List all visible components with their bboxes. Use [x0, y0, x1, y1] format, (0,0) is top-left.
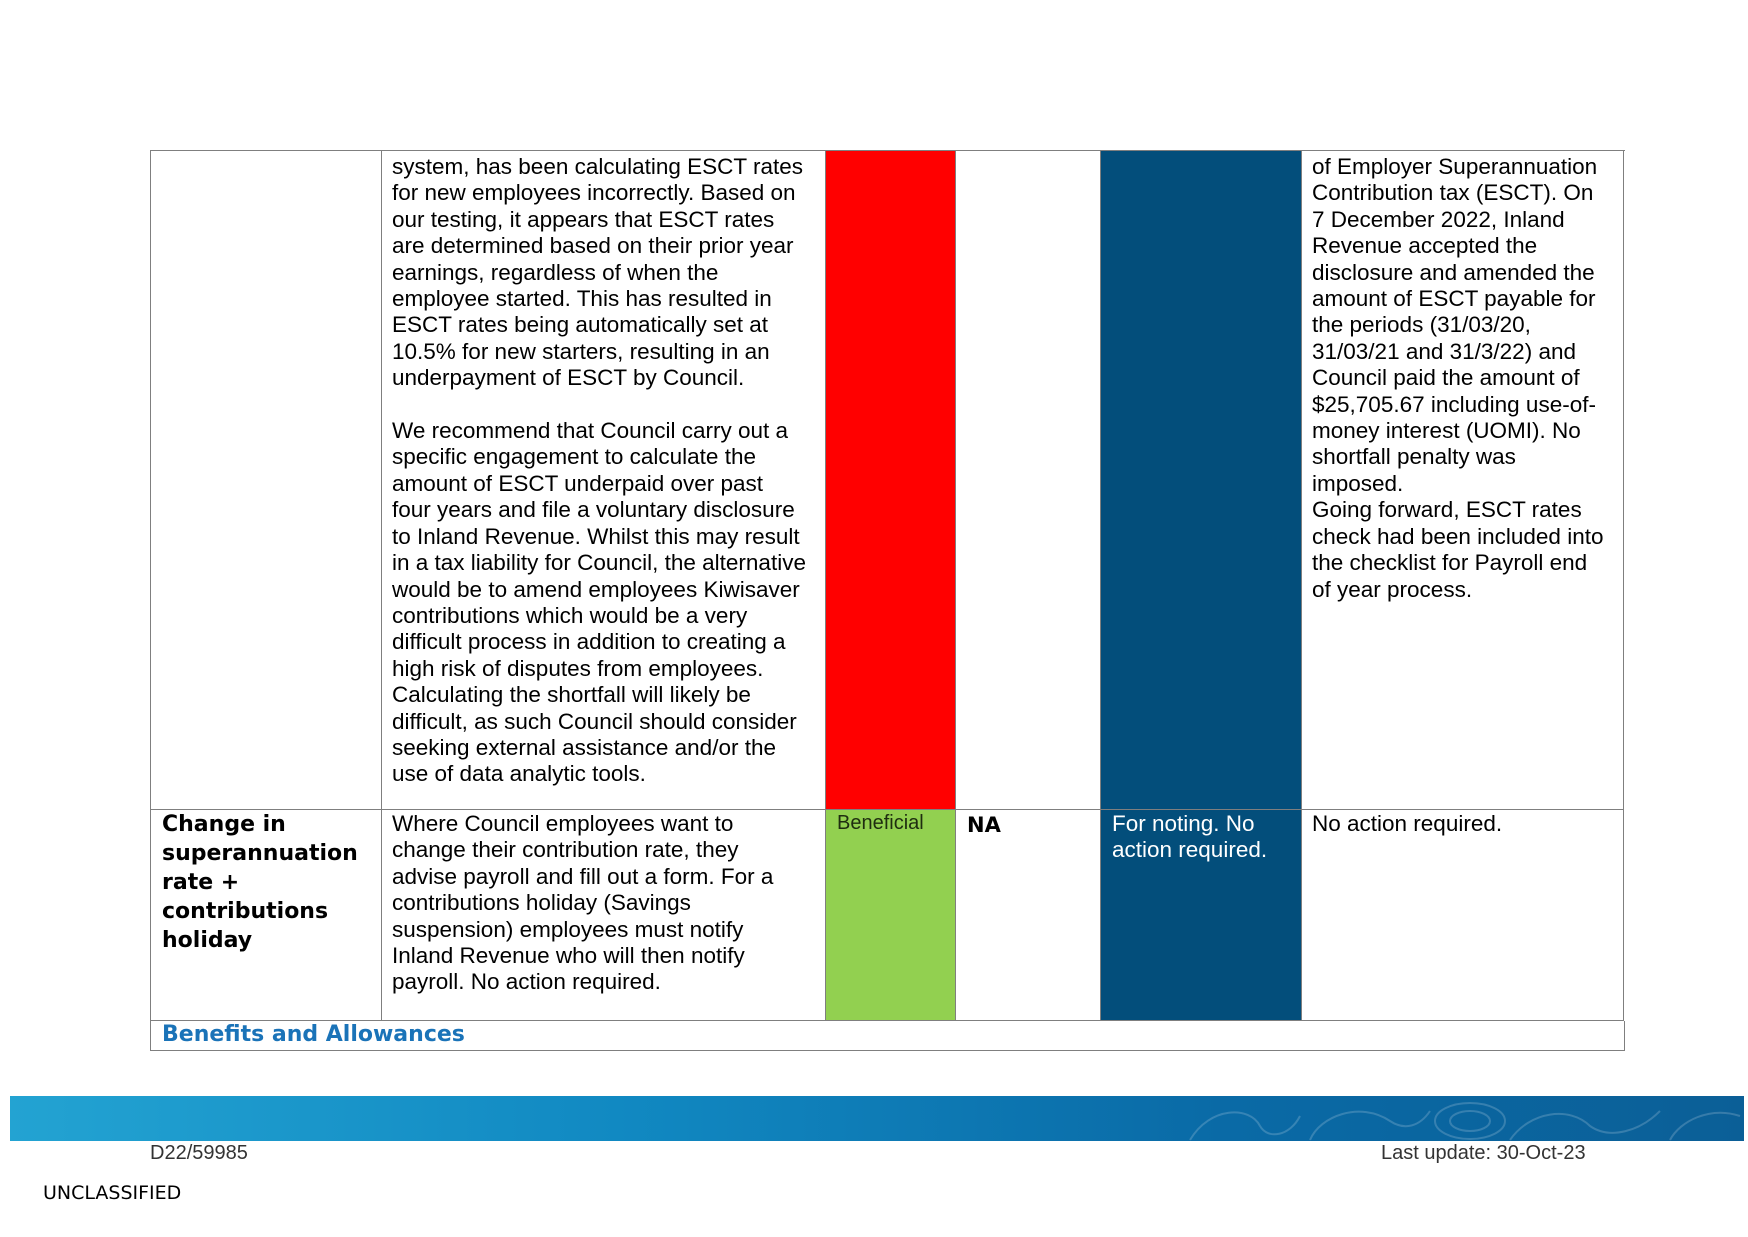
section-heading: Benefits and Allowances [162, 1022, 465, 1047]
priority-cell [956, 150, 1101, 810]
rating-cell [826, 810, 956, 1021]
finding-cell [382, 150, 826, 810]
status-text: For noting. No action required. [1112, 811, 1268, 863]
response-text: No action required. [1312, 811, 1503, 836]
rating-cell [826, 150, 956, 810]
finding-text: system, has been calculating ESCT rates for new employees incorrectly. Based on our testing, it appears that ESCT rates are determined based on their prior year earnings, regardless of when the employee started. This has resulted in ESCT rates being automatically set at 10.5% for new starters, resulting in an underpayment of ESCT by Council. We recommend that Council carry out a specific engagement to calculate the amount of ESCT underpaid over past four years and file a voluntary disclosure to Inland Revenue. Whilst this may result in a tax liability for Council, the alternative would be to amend employees Kiwisaver contributions which would be a very difficult process in addition to creating a high risk of disputes from employees. Calculating the shortfall will likely be difficult, as such Council should consider seeking external assistance and/or the use of data analytic tools. [392, 154, 806, 787]
finding-cell [382, 810, 826, 1021]
topic-cell [150, 810, 382, 1021]
priority-label: NA [967, 813, 1001, 837]
section-row [150, 1021, 1625, 1051]
status-cell [1101, 810, 1302, 1021]
response-text: of Employer Superannuation Contribution tax (ESCT). On 7 December 2022, Inland Revenue accepted the disclosure and amended the amount of ESCT payable for the periods (31/03/20, 31/03/21 and 31/3/22) and Council paid the amount of $25,705.67 including use-of- money interest (UOMI). No shortfall penalty was imposed. Going forward, ESCT rates check had been included into the checklist for Payroll end of year process. [1312, 154, 1604, 602]
status-cell [1101, 150, 1302, 810]
last-update: Last update: 30-Oct-23 [1381, 1142, 1586, 1164]
finding-text: Where Council employees want to change their contribution rate, they advise payroll and fill out a form. For a contributions holiday (Savings suspension) employees must notify Inland Revenue who will then notify payroll. No action required. [392, 811, 774, 995]
response-cell [1302, 810, 1624, 1021]
footer-banner [10, 1096, 1744, 1141]
topic-heading: Change in superannuation rate + contributions holiday [162, 812, 358, 953]
response-cell [1302, 150, 1624, 810]
priority-cell [956, 810, 1101, 1021]
koru-pattern-decoration [10, 1096, 1744, 1141]
classification-label: UNCLASSIFIED [43, 1182, 182, 1204]
document-reference: D22/59985 [150, 1142, 248, 1164]
topic-cell [150, 150, 382, 810]
rating-label: Beneficial [837, 812, 924, 834]
